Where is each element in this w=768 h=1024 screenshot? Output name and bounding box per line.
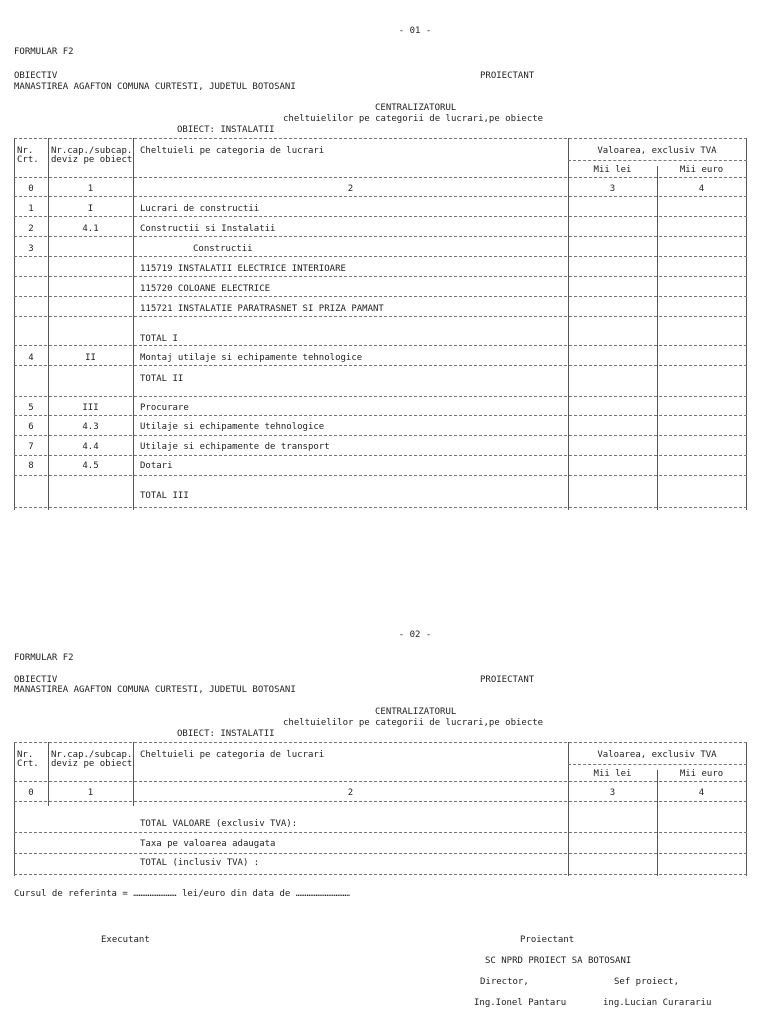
director-name: Ing.Ionel Pantaru (474, 998, 567, 1008)
header-cap: Nr.cap./subcap. (51, 750, 133, 760)
total-incl-vat: TOTAL (inclusiv TVA) : (140, 858, 260, 868)
header-cap: Nr.cap./subcap. (51, 146, 133, 156)
row-nr: 7 (28, 442, 34, 452)
col-index-0: 0 (28, 184, 34, 194)
document-subtitle: cheltuielilor pe categorii de lucrari,pe obiecte (283, 114, 544, 124)
cost-table (14, 138, 747, 510)
col-index-1: 1 (87, 788, 94, 798)
executant-label: Executant (101, 935, 150, 945)
objective-name: MANASTIREA AGAFTON COMUNA CURTESTI, JUDETUL BOTOSANI (14, 82, 296, 92)
header-cost-category: Cheltuieli pe categoria de lucrari (140, 146, 325, 156)
row-desc: Lucrari de constructii (140, 204, 260, 214)
total-excl-vat: TOTAL VALOARE (exclusiv TVA): (140, 819, 298, 829)
row-nr: 1 (28, 204, 34, 214)
row-desc: 115720 COLOANE ELECTRICE (140, 284, 271, 294)
designer-label: PROIECTANT (480, 675, 535, 685)
row-nr: 2 (28, 224, 34, 234)
totals-table (14, 742, 747, 876)
document-subtitle: cheltuielilor pe categorii de lucrari,pe obiecte (283, 718, 544, 728)
header-thousand-lei: Mii lei (593, 165, 632, 175)
row-desc: Procurare (140, 403, 189, 413)
row-desc: Constructii (193, 244, 253, 254)
object-line: OBIECT: INSTALATII (177, 125, 275, 135)
form-label: FORMULAR F2 (14, 653, 74, 663)
row-desc: 115721 INSTALATIE PARATRASNET SI PRIZA PAMANT (140, 304, 384, 314)
header-value-excl-vat: Valoarea, exclusiv TVA (597, 146, 717, 156)
col-index-2: 2 (347, 184, 354, 194)
document-title: CENTRALIZATORUL (375, 103, 457, 113)
header-crt: Crt. (17, 155, 39, 165)
header-nr: Nr. (17, 750, 34, 760)
objective-label: OBIECTIV (14, 675, 58, 685)
row-desc: 115719 INSTALATII ELECTRICE INTERIOARE (140, 264, 346, 274)
col-index-0: 0 (28, 788, 34, 798)
row-nr: 8 (28, 461, 34, 471)
project-chief-label: Sef proiect, (614, 977, 680, 987)
designer-label: PROIECTANT (480, 71, 535, 81)
row-cap: 4.4 (82, 442, 99, 452)
header-crt: Crt. (17, 759, 39, 769)
row-nr: 5 (28, 403, 34, 413)
page-number: - 02 - (398, 630, 432, 640)
row-cap: I (87, 204, 94, 214)
row-desc: Montaj utilaje si echipamente tehnologice (140, 353, 363, 363)
row-desc: Dotari (140, 461, 173, 471)
row-nr: 4 (28, 353, 34, 363)
objective-label: OBIECTIV (14, 71, 58, 81)
object-line: OBIECT: INSTALATII (177, 729, 275, 739)
row-cap: III (82, 403, 99, 413)
header-cost-category: Cheltuieli pe categoria de lucrari (140, 750, 325, 760)
col-index-4: 4 (698, 184, 705, 194)
col-index-3: 3 (609, 184, 616, 194)
header-thousand-lei: Mii lei (593, 769, 632, 779)
col-index-1: 1 (87, 184, 94, 194)
row-desc: Constructii si Instalatii (140, 224, 276, 234)
col-index-3: 3 (609, 788, 616, 798)
designer-title: Proiectant (520, 935, 575, 945)
row-desc: TOTAL II (140, 374, 184, 384)
header-deviz: deviz pe obiect (51, 759, 133, 769)
company-name: SC NPRD PROIECT SA BOTOSANI (485, 956, 632, 966)
director-label: Director, (480, 977, 529, 987)
row-desc: TOTAL I (140, 334, 178, 344)
objective-name: MANASTIREA AGAFTON COMUNA CURTESTI, JUDETUL BOTOSANI (14, 685, 296, 695)
exchange-rate-line: Cursul de referinta = …………………… lei/euro din data de ………………………… (14, 889, 350, 899)
header-value-excl-vat: Valoarea, exclusiv TVA (597, 750, 717, 760)
row-desc: Utilaje si echipamente de transport (140, 442, 330, 452)
row-desc: Utilaje si echipamente tehnologice (140, 422, 325, 432)
row-cap: 4.1 (82, 224, 99, 234)
document-title: CENTRALIZATORUL (375, 707, 457, 717)
col-index-2: 2 (347, 788, 354, 798)
header-thousand-euro: Mii euro (679, 769, 724, 779)
vat-row: Taxa pe valoarea adaugata (140, 839, 276, 849)
header-deviz: deviz pe obiect (51, 155, 133, 165)
form-label: FORMULAR F2 (14, 47, 74, 57)
row-cap: 4.3 (82, 422, 99, 432)
page-number: - 01 - (398, 26, 432, 36)
project-chief-name: ing.Lucian Curarariu (603, 998, 712, 1008)
row-nr: 6 (28, 422, 34, 432)
header-thousand-euro: Mii euro (679, 165, 724, 175)
row-cap: 4.5 (82, 461, 99, 471)
row-nr: 3 (28, 244, 34, 254)
col-index-4: 4 (698, 788, 705, 798)
row-desc: TOTAL III (140, 491, 189, 501)
row-cap: II (85, 353, 96, 363)
header-nr: Nr. (17, 146, 34, 156)
